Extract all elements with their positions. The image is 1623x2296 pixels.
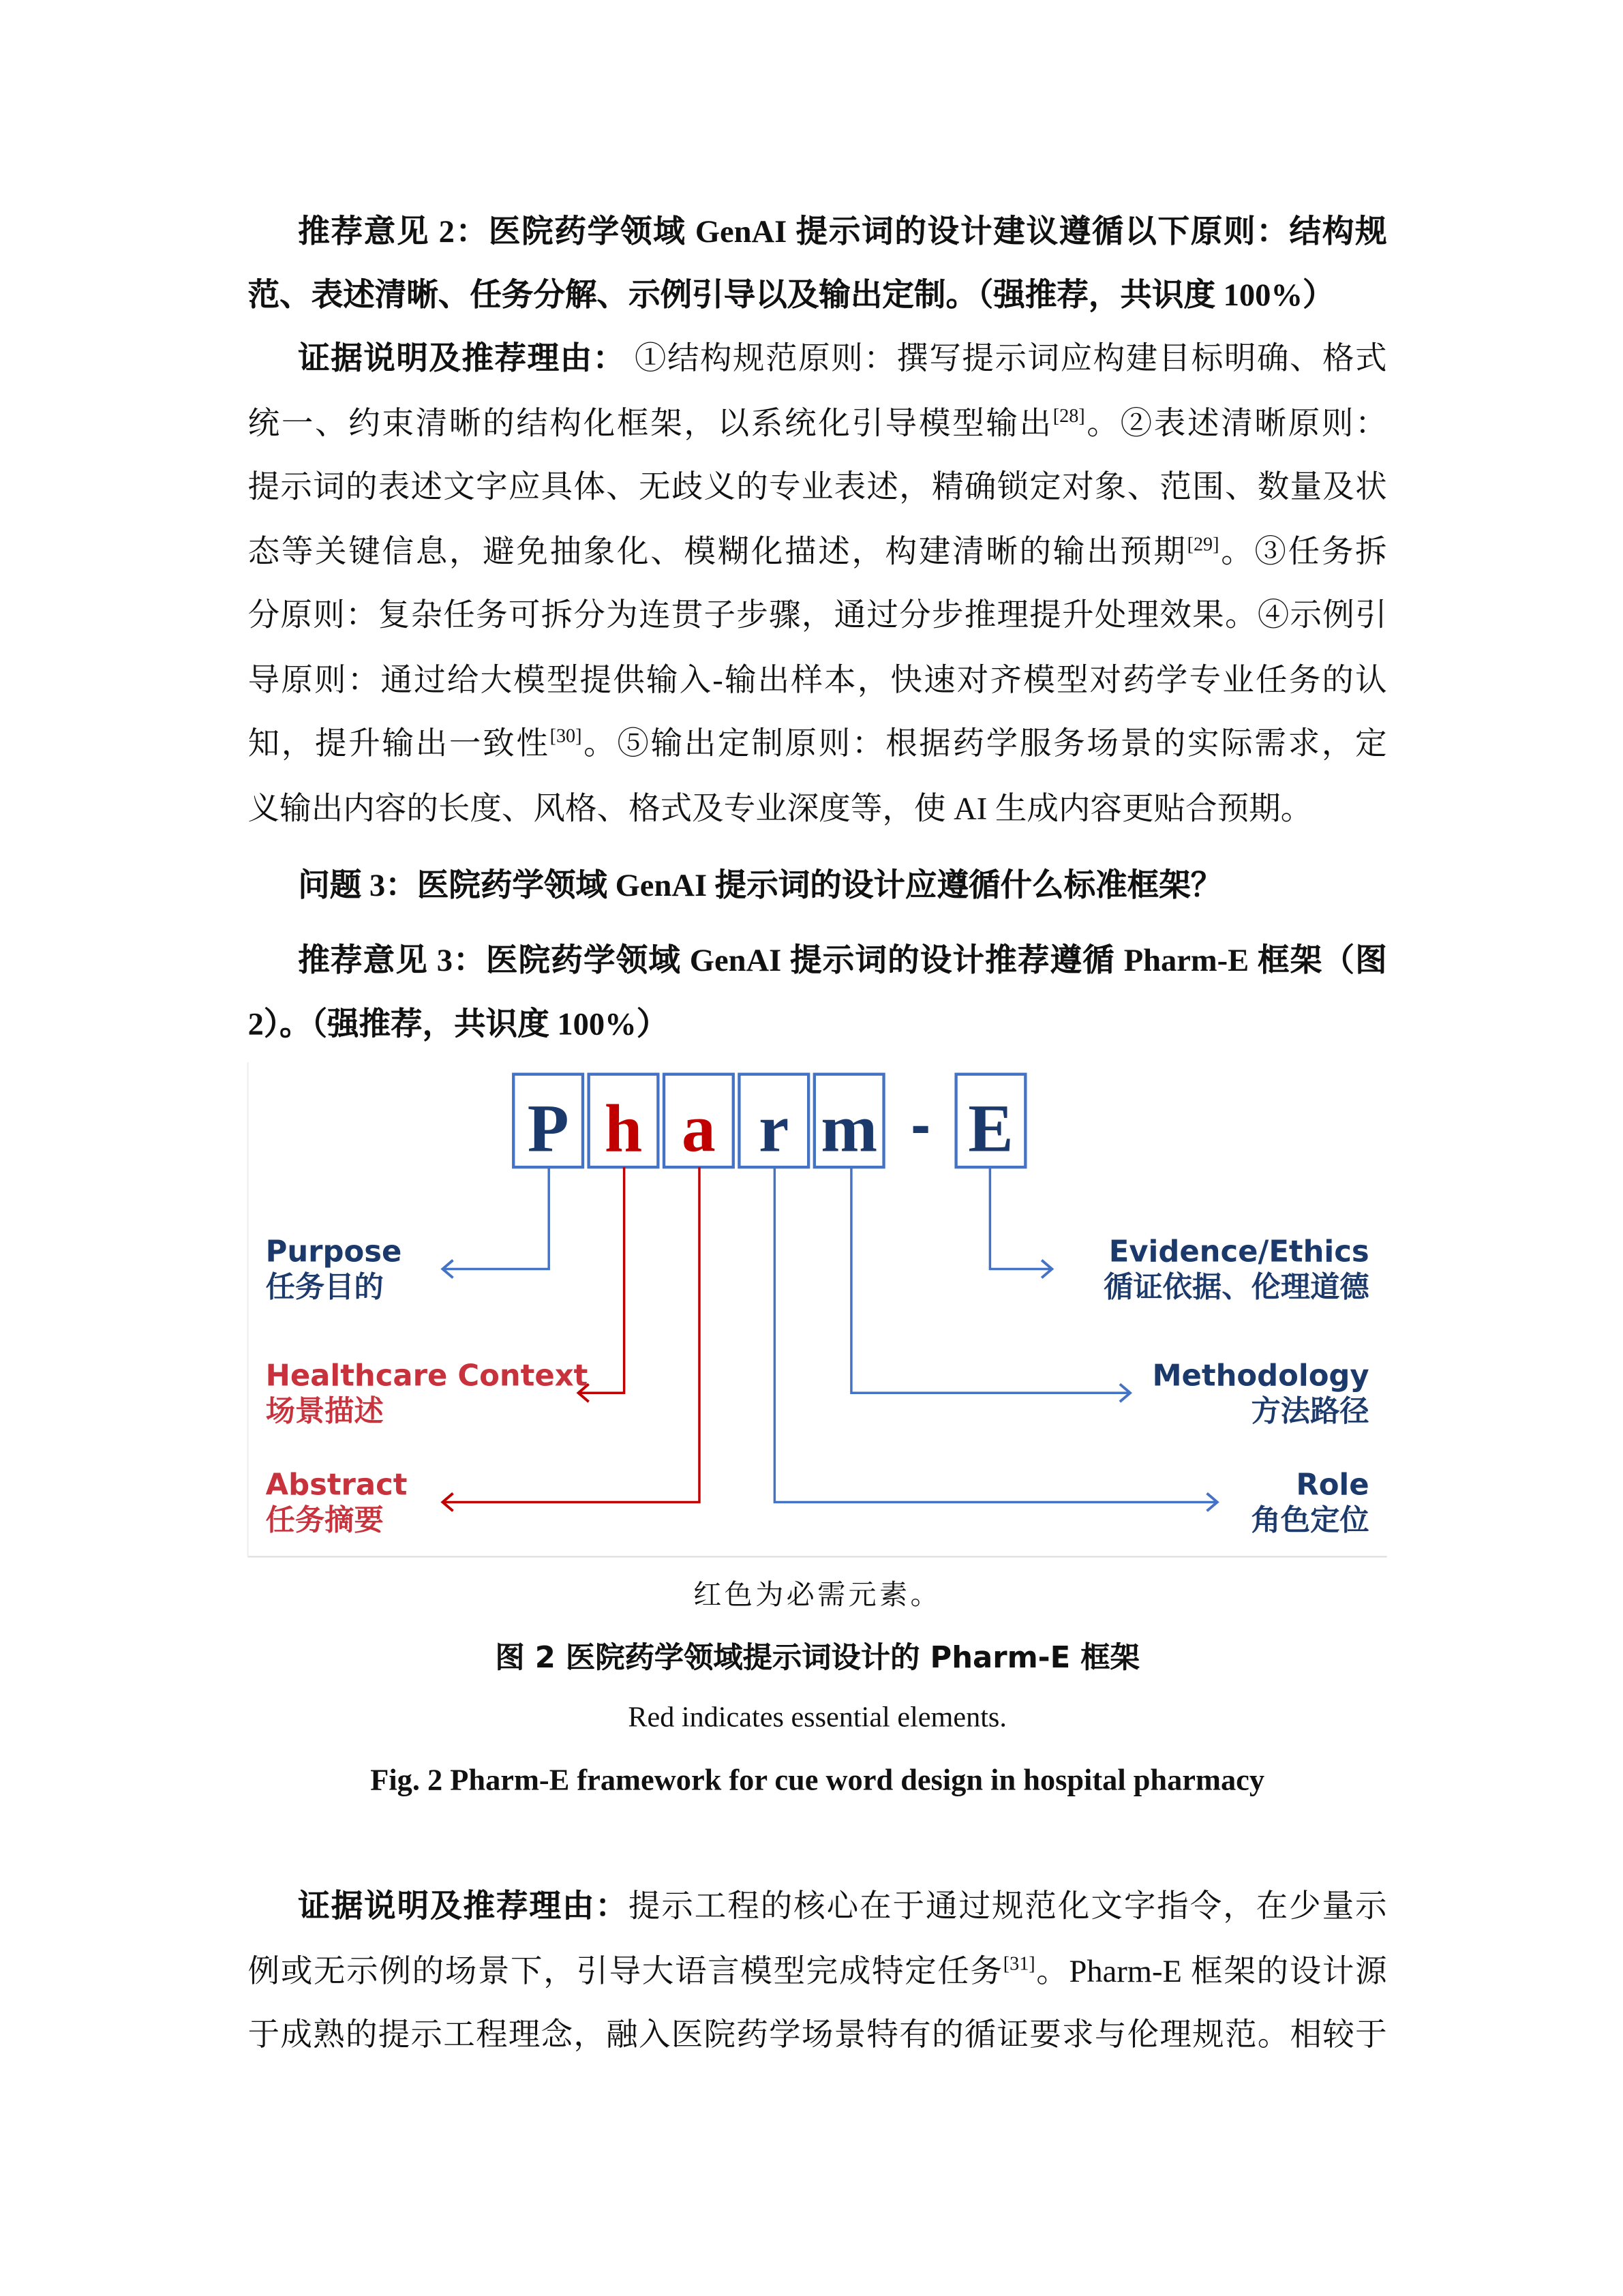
citation-ref: [29]	[1187, 532, 1219, 555]
text-line	[298, 939, 1386, 983]
text-segment: 提示词的表述文字应具体、无歧义的专业表述，精确锁定对象、范围、数量及状	[247, 469, 1387, 505]
connector-purpose	[442, 1167, 549, 1269]
label-methodology-en: Methodology	[1152, 1359, 1369, 1393]
text-line	[248, 402, 1387, 446]
bold-text: 推荐意见 2：医院药学领域 GenAI 提示词的设计建议遵循以下原则：结构规	[298, 213, 1387, 250]
bold-text: 范、表述清晰、任务分解、示例引导以及输出定制。（强推荐，共识度 100%）	[247, 277, 1335, 313]
text-segment: 。③任务拆	[1219, 534, 1387, 570]
label-methodology-zh: 方法路径	[1251, 1394, 1369, 1429]
citation-ref: [30]	[549, 724, 582, 747]
text-segment: 于成熟的提示工程理念，融入医院药学场景特有的循证要求与伦理规范。相较于	[247, 2016, 1387, 2053]
label-evidence-zh: 循证依据、伦理道德	[1104, 1270, 1369, 1305]
text-line	[248, 593, 1387, 637]
bold-text: 推荐意见 3：医院药学领域 GenAI 提示词的设计推荐遵循 Pharm-E 框架（图	[298, 943, 1387, 979]
text-segment: 例或无示例的场景下，引导大语言模型完成特定任务	[247, 1953, 1003, 1989]
text-segment: 态等关键信息，避免抽象化、模糊化描述，构建清晰的输出预期	[247, 534, 1187, 570]
text-line	[248, 721, 1387, 766]
text-segment: 知，提升输出一致性	[247, 725, 550, 761]
label-healthcare-zh: 场景描述	[265, 1394, 384, 1429]
text-segment: 。②表述清晰原则：	[1084, 406, 1387, 442]
letter-P: P	[527, 1090, 569, 1166]
bold-text: 2）。（强推荐，共识度 100%）	[247, 1006, 669, 1042]
text-segment: 导原则：通过给大模型提供输入-输出样本，快速对齐模型对药学专业任务的认	[247, 662, 1387, 698]
letter-E: E	[968, 1090, 1014, 1166]
text-line	[298, 1884, 1386, 1929]
label-purpose-zh: 任务目的	[265, 1270, 384, 1305]
letter-r: r	[759, 1090, 789, 1166]
pharm-e-figure	[245, 1059, 1390, 1561]
text-line	[248, 530, 1387, 574]
text-segment: 分原则：复杂任务可拆分为连贯子步骤，通过分步推理提升处理效果。④示例引	[247, 597, 1387, 633]
label-evidence-en: Evidence/Ethics	[1108, 1235, 1369, 1269]
label-abstract-en: Abstract	[265, 1468, 408, 1502]
text-line	[248, 658, 1387, 702]
label-role-zh: 角色定位	[1251, 1503, 1369, 1538]
text-line	[248, 2012, 1387, 2057]
figure-note-zh: 红色为必需元素。	[693, 1579, 941, 1612]
text-segment: 统一、约束清晰的结构化框架，以系统化引导模型输出	[247, 406, 1053, 442]
citation-ref: [31]	[1003, 1952, 1035, 1975]
text-segment: ①结构规范原则：撰写提示词应构建目标明确、格式	[625, 340, 1387, 376]
letter-a: a	[682, 1090, 716, 1166]
bold-text: 证据说明及推荐理由：	[298, 1888, 628, 1924]
text-line	[298, 209, 1386, 254]
text-line	[248, 1949, 1387, 1993]
letter-m: m	[821, 1090, 878, 1166]
label-healthcare-en: Healthcare Context	[265, 1359, 588, 1393]
connector-evidence	[990, 1167, 1052, 1269]
text-line	[248, 465, 1387, 509]
figure-note-en: Red indicates essential elements.	[628, 1702, 1007, 1734]
figure-title-en: Fig. 2 Pharm-E framework for cue word design in hospital pharmacy	[370, 1764, 1265, 1798]
text-line	[248, 787, 1387, 831]
text-segment: 提示工程的核心在于通过规范化文字指令，在少量示	[628, 1888, 1387, 1924]
label-purpose-en: Purpose	[265, 1235, 402, 1269]
letter-h: h	[604, 1090, 643, 1166]
text-segment: 。⑤输出定制原则：根据药学服务场景的实际需求，定	[581, 725, 1387, 761]
label-abstract-zh: 任务摘要	[265, 1503, 384, 1538]
connector-role	[774, 1167, 1217, 1502]
dash-separator: -	[911, 1092, 931, 1158]
text-line	[298, 337, 1386, 381]
bold-text: 问题 3：医院药学领域 GenAI 提示词的设计应遵循什么标准框架？	[298, 867, 1223, 903]
bold-text: 证据说明及推荐理由：	[298, 340, 626, 376]
text-line	[248, 273, 1387, 317]
text-line	[248, 1002, 1387, 1046]
text-segment: 义输出内容的长度、风格、格式及专业深度等，使 AI 生成内容更贴合预期。	[247, 791, 1313, 827]
figure-title-zh: 图 2 医院药学领域提示词设计的 Pharm-E 框架	[495, 1639, 1140, 1675]
citation-ref: [28]	[1052, 404, 1085, 427]
text-segment: 。Pharm-E 框架的设计源	[1035, 1953, 1387, 1989]
label-role-en: Role	[1296, 1468, 1369, 1502]
connector-abstract	[442, 1167, 699, 1502]
text-line	[298, 863, 1386, 907]
